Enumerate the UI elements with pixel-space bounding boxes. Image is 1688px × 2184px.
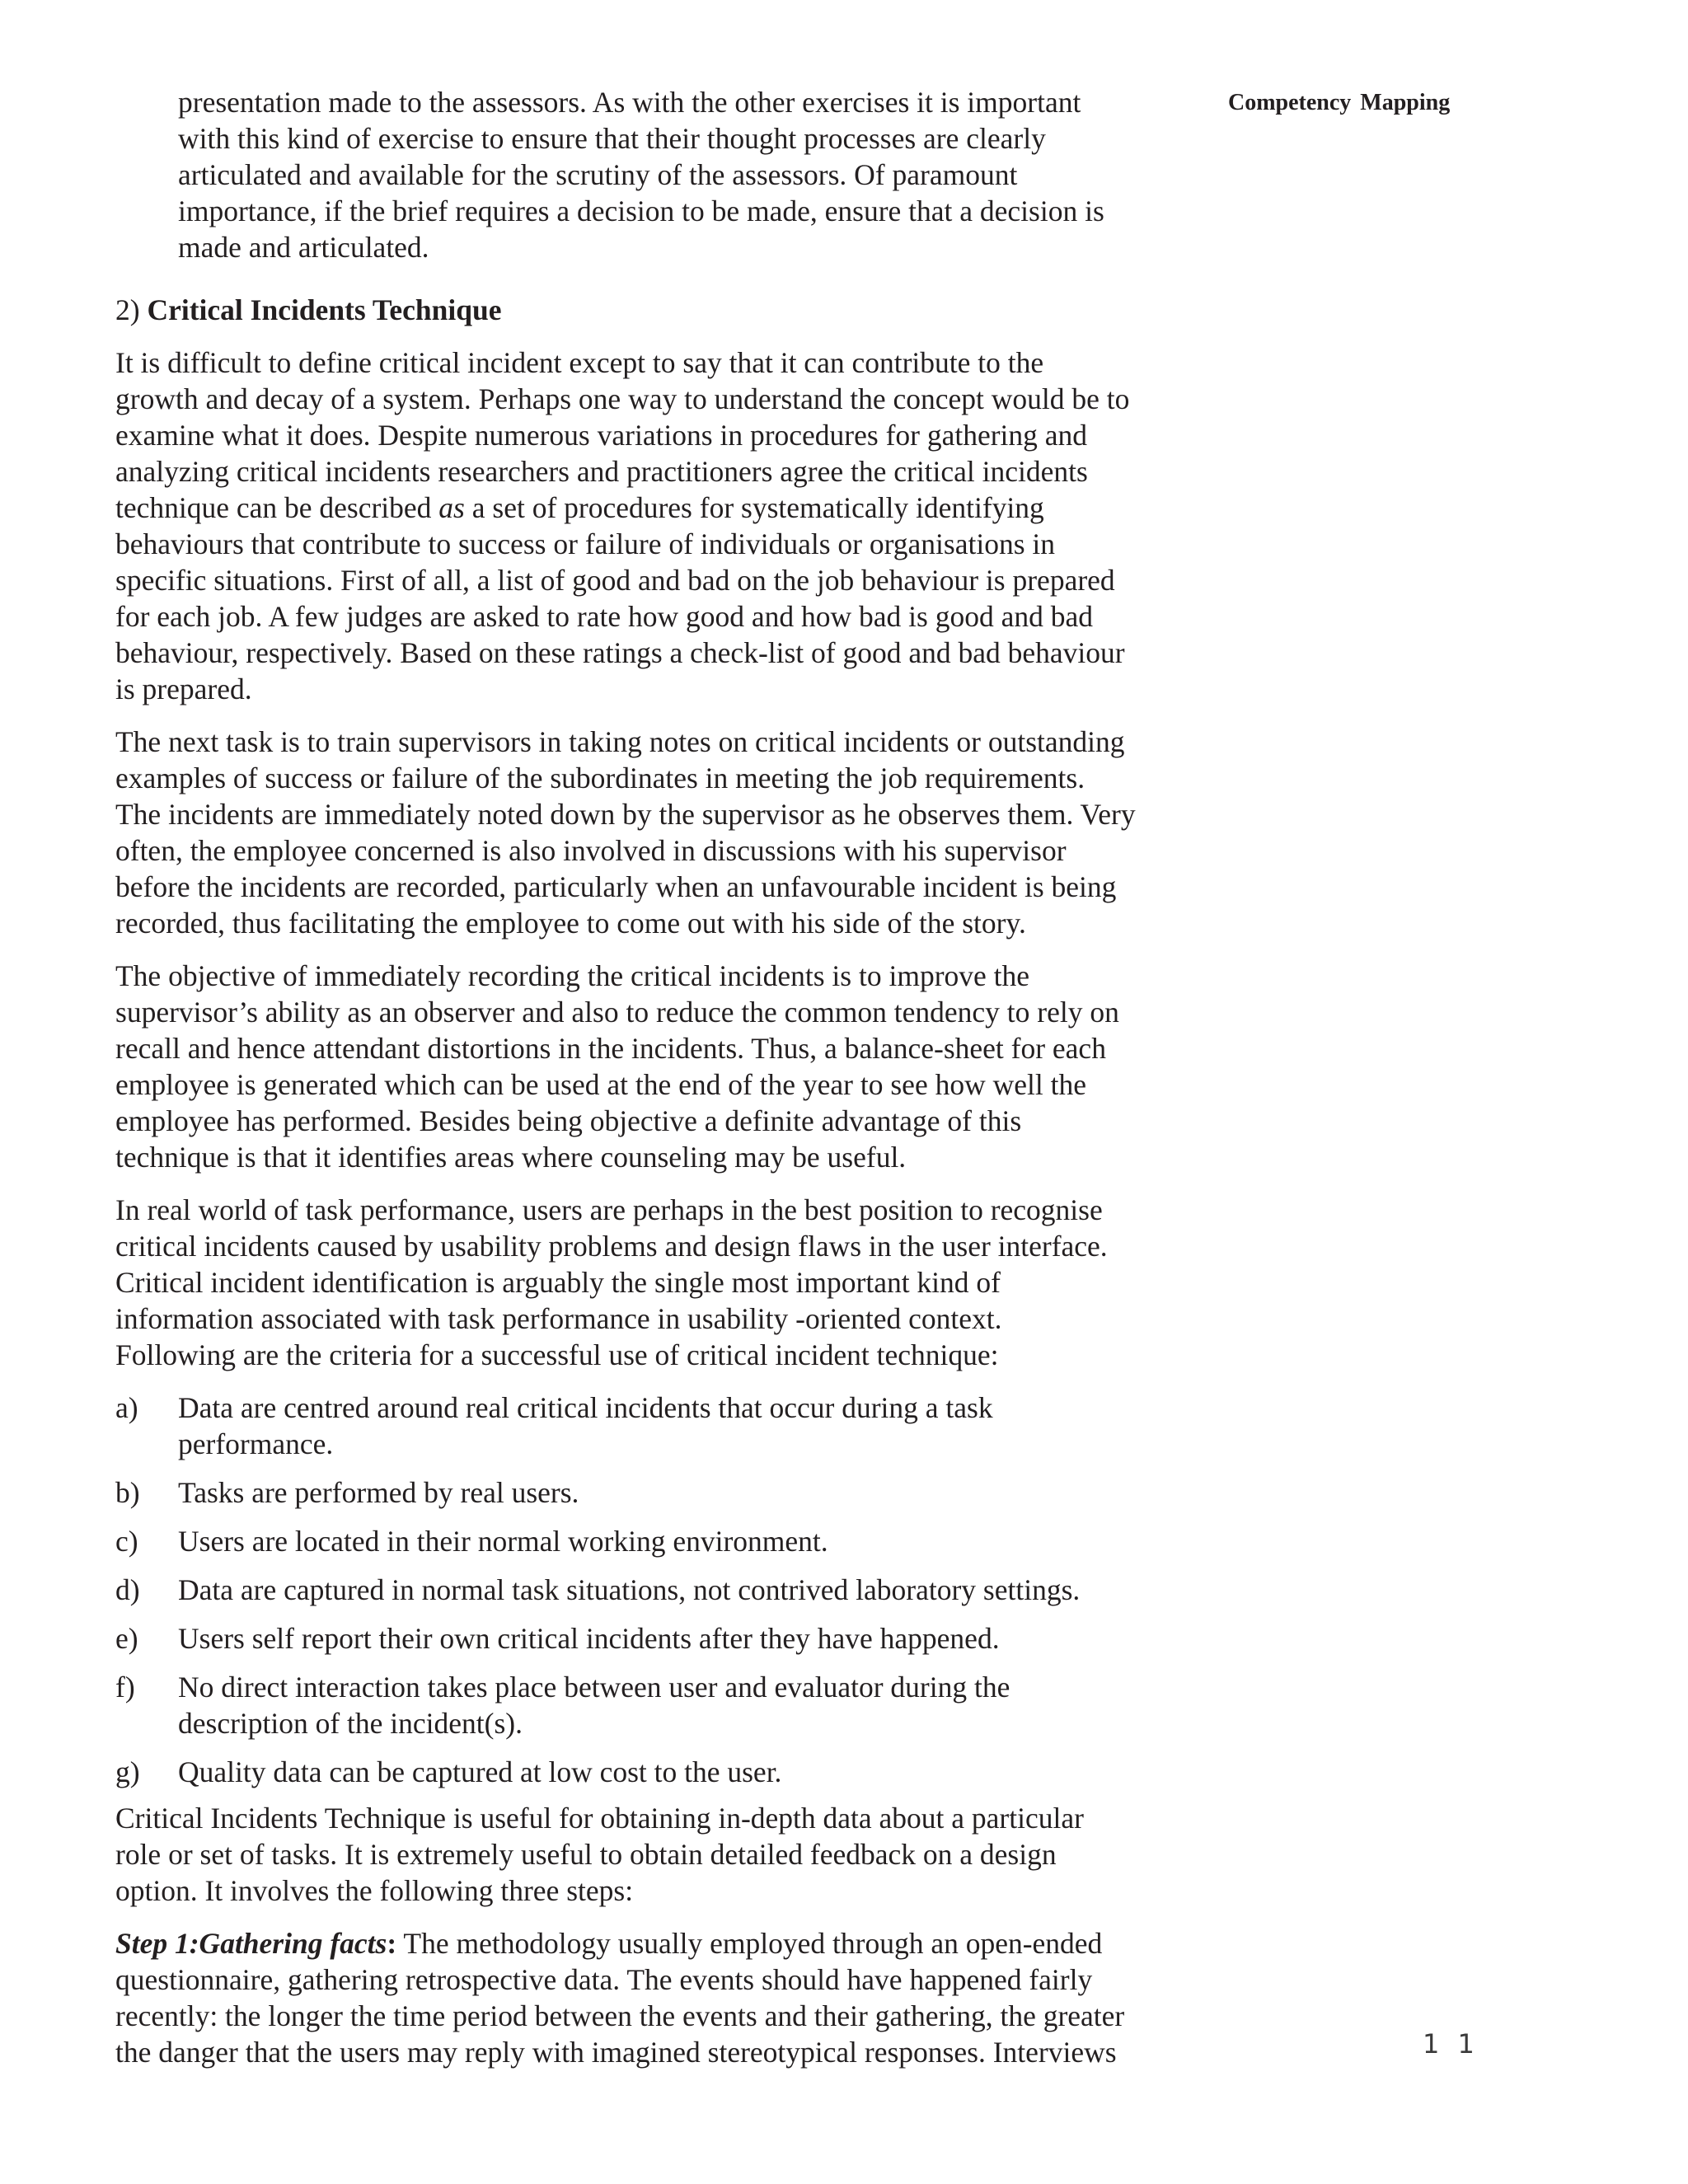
criteria-list [115, 1390, 1170, 1790]
list-marker: f) [115, 1671, 135, 1704]
text-line: description of the incident(s). [178, 1707, 523, 1740]
text-line: behaviours that contribute to success or failure of individuals or organisations in [115, 527, 1056, 560]
paragraph-real-world [115, 1192, 1170, 1373]
list-marker: g) [115, 1755, 140, 1788]
text-line: Users self report their own critical incidents after they have happened. [178, 1622, 1000, 1655]
text-line: is prepared. [115, 673, 252, 705]
paragraph-three-steps [115, 1800, 1170, 1909]
text-fragment: The methodology usually employed through an open-ended [396, 1927, 1103, 1960]
paragraph-definition [115, 344, 1170, 707]
text-line: No direct interaction takes place between user and evaluator during the [178, 1671, 1010, 1704]
list-item [115, 1669, 1170, 1741]
text-line: critical incidents caused by usability problems and design flaws in the user interface. [115, 1230, 1108, 1263]
text-line: Quality data can be captured at low cost to the user. [178, 1755, 782, 1788]
paragraph-step-1 [115, 1925, 1170, 2070]
text-line: examples of success or failure of the subordinates in meeting the job requirements. [115, 762, 1085, 794]
text-fragment: technique can be described [115, 491, 439, 524]
list-item [115, 1620, 1170, 1657]
section-heading [115, 292, 1170, 328]
text-line: employee has performed. Besides being objective a definite advantage of this [115, 1104, 1022, 1137]
paragraph-objective [115, 958, 1170, 1175]
text-line: examine what it does. Despite numerous variations in procedures for gathering and [115, 419, 1088, 452]
text-line: for each job. A few judges are asked to rate how good and how bad is good and bad [115, 600, 1093, 633]
text-line: the danger that the users may reply with imagined stereotypical responses. Interviews [115, 2036, 1117, 2069]
text-line: questionnaire, gathering retrospective data. The events should have happened fairly [115, 1963, 1093, 1996]
text-line: role or set of tasks. It is extremely useful to obtain detailed feedback on a design [115, 1838, 1057, 1871]
text-line: information associated with task performance in usability -oriented context. [115, 1302, 1002, 1335]
text-line: Following are the criteria for a successful use of critical incident technique: [115, 1338, 999, 1371]
list-marker: a) [115, 1391, 138, 1424]
text-line: Tasks are performed by real users. [178, 1476, 579, 1509]
running-header: Competency Mapping [1228, 90, 1451, 115]
text-line: before the incidents are recorded, particularly when an unfavourable incident is being [115, 870, 1117, 903]
text-line: supervisor’s ability as an observer and also to reduce the common tendency to rely on [115, 996, 1119, 1029]
text-line: made and articulated. [178, 231, 429, 264]
text-line: recall and hence attendant distortions in the incidents. Thus, a balance-sheet for each [115, 1032, 1106, 1065]
section-title: Critical Incidents Technique [147, 293, 502, 326]
italic-word: as [438, 491, 465, 524]
text-line: often, the employee concerned is also involved in discussions with his supervisor [115, 834, 1067, 867]
text-line: growth and decay of a system. Perhaps one way to understand the concept would be to [115, 382, 1130, 415]
list-item [115, 1390, 1170, 1462]
text-line: The next task is to train supervisors in taking notes on critical incidents or outstanding [115, 725, 1125, 758]
step-1-label: Step 1:Gathering facts [115, 1927, 387, 1960]
text-line [115, 1925, 1170, 1961]
list-item [115, 1474, 1170, 1511]
text-line: It is difficult to define critical incident except to say that it can contribute to the [115, 346, 1044, 379]
text-line: Critical incident identification is arguably the single most important kind of [115, 1266, 1001, 1299]
main-text-column [115, 84, 1170, 2070]
text-line: Data are centred around real critical incidents that occur during a task [178, 1391, 993, 1424]
text-line: Data are captured in normal task situations, not contrived laboratory settings. [178, 1573, 1081, 1606]
text-line: specific situations. First of all, a list of good and bad on the job behaviour is prepared [115, 564, 1115, 597]
text-line: The incidents are immediately noted down by the supervisor as he observes them. Very [115, 798, 1136, 831]
text-line: behaviour, respectively. Based on these ratings a check-list of good and bad behaviour [115, 636, 1125, 669]
page-number: 1 1 [1423, 2028, 1479, 2060]
text-line: importance, if the brief requires a decision to be made, ensure that a decision is [178, 194, 1104, 227]
text-fragment: a set of procedures for systematically identifying [464, 491, 1044, 524]
section-number: 2) [115, 293, 140, 326]
text-line: articulated and available for the scrutiny of the assessors. Of paramount [178, 158, 1018, 191]
list-marker: e) [115, 1622, 138, 1655]
list-marker: c) [115, 1525, 138, 1558]
text-line: Users are located in their normal working environment. [178, 1525, 828, 1558]
intro-continuation-paragraph [115, 84, 1170, 265]
list-marker: d) [115, 1573, 140, 1606]
text-line: recently: the longer the time period between the events and their gathering, the greater [115, 1999, 1125, 2032]
list-marker: b) [115, 1476, 140, 1509]
text-line: performance. [178, 1427, 334, 1460]
step-1-colon: : [387, 1927, 397, 1960]
list-item [115, 1572, 1170, 1608]
text-line: presentation made to the assessors. As with the other exercises it is important [178, 86, 1081, 119]
text-line: The objective of immediately recording the critical incidents is to improve the [115, 959, 1030, 992]
text-line: technique is that it identifies areas where counseling may be useful. [115, 1141, 907, 1174]
text-line [115, 490, 1170, 526]
text-line: option. It involves the following three steps: [115, 1874, 634, 1907]
text-line: analyzing critical incidents researchers and practitioners agree the critical incidents [115, 455, 1088, 488]
text-line: employee is generated which can be used at the end of the year to see how well the [115, 1068, 1086, 1101]
list-item [115, 1754, 1170, 1790]
text-line: with this kind of exercise to ensure that their thought processes are clearly [178, 122, 1046, 155]
text-line: recorded, thus facilitating the employee to come out with his side of the story. [115, 907, 1026, 940]
paragraph-supervisor-notes [115, 724, 1170, 941]
list-item [115, 1523, 1170, 1559]
text-line: In real world of task performance, users are perhaps in the best position to recognise [115, 1193, 1103, 1226]
text-line: Critical Incidents Technique is useful for obtaining in-depth data about a particular [115, 1802, 1084, 1835]
